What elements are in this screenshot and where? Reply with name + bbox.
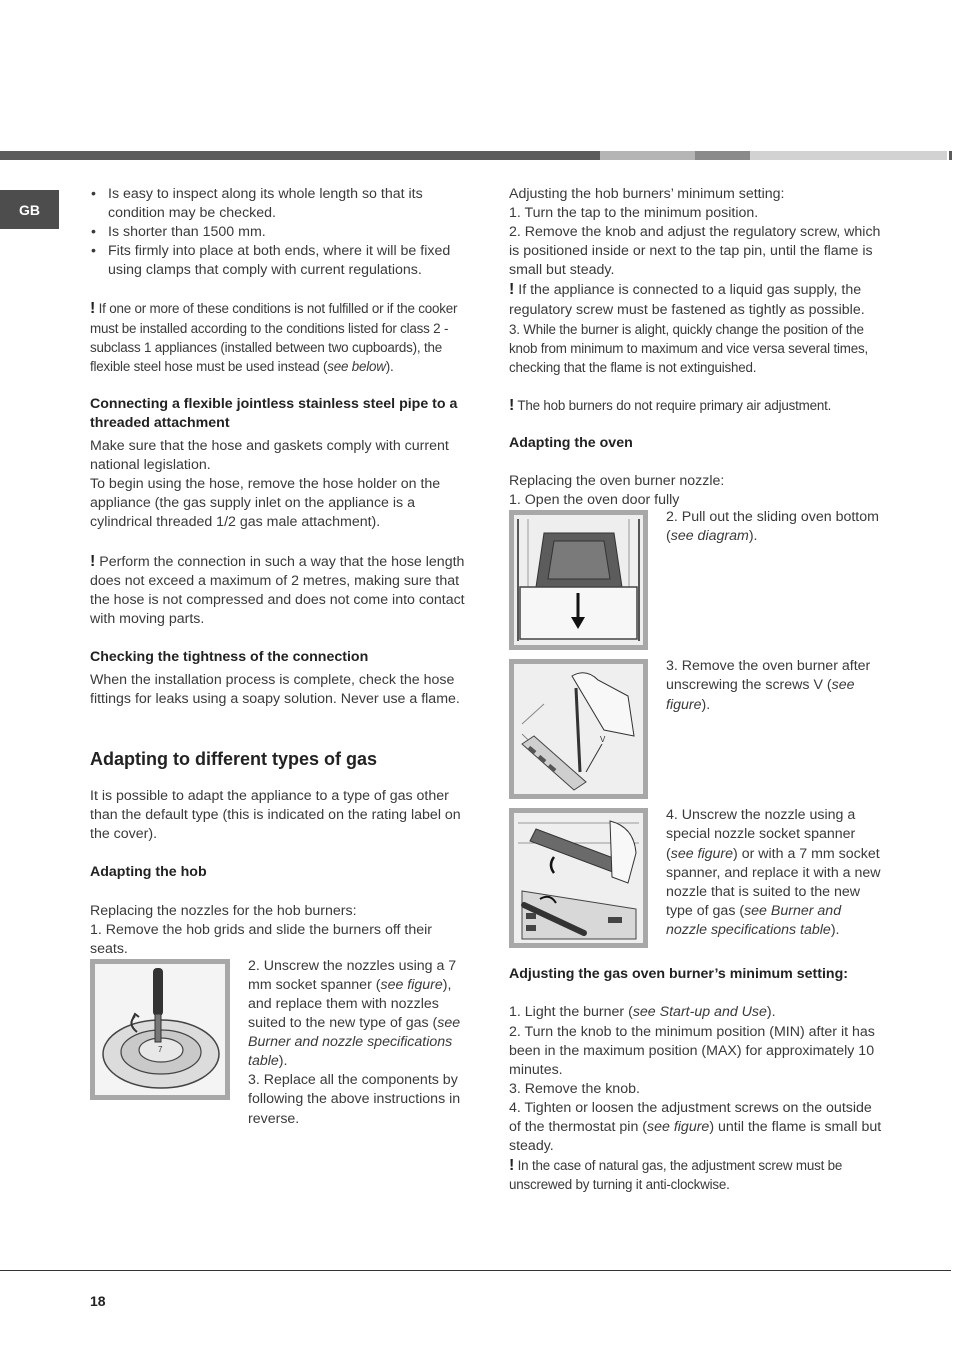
- oven-intro: Replacing the oven burner nozzle:: [509, 473, 725, 490]
- min-step-1: 1. Turn the tap to the minimum position.: [509, 205, 759, 222]
- oven-bottom-illustration: [514, 515, 643, 645]
- gas-oven-step-2: 2. Turn the knob to the minimum position (MIN) after it has been in the maximum position (MAX) for approximately 10 minutes.: [509, 1023, 875, 1078]
- list-item: • Is easy to inspect along its whole length so that its condition may be checked.: [90, 185, 468, 223]
- oven-burner-illustration: [514, 664, 643, 794]
- hob-nozzle-figure: [90, 959, 230, 1100]
- bar-segment-dark: [0, 151, 600, 160]
- hob-intro: Replacing the nozzles for the hob burners:: [90, 902, 357, 919]
- header-color-bar: [0, 151, 954, 160]
- oven-step-3: 3. Remove the oven burner after unscrewing the screws V (see figure).: [666, 658, 871, 713]
- gas-oven-warning: ! In the case of natural gas, the adjustment screw must be unscrewed by turning it anti-clockwise.: [509, 1157, 843, 1193]
- hob-step-2: 2. Unscrew the nozzles using a 7 mm socket spanner (see figure), and replace them with nozzles suited to the new type of gas (see Burner and nozzle specifications table).: [248, 957, 461, 1070]
- connect-heading: Connecting a flexible jointless stainless steel pipe to a threaded attachment: [90, 395, 458, 431]
- warning-hose-length: ! Perform the connection in such a way that the hose length does not exceed a maximum of 2 metres, making sure that the hose is not compressed and does not come into contact with moving parts.: [90, 552, 465, 627]
- gas-oven-step-3: 3. Remove the knob.: [509, 1080, 640, 1097]
- gas-oven-heading: Adjusting the gas oven burner’s minimum setting:: [509, 966, 848, 983]
- right-column: [509, 185, 885, 1194]
- oven-bottom-figure: [509, 510, 648, 650]
- bar-segment-end: [949, 151, 952, 160]
- oven-nozzle-figure: [509, 808, 648, 948]
- oven-step-1: 1. Open the oven door fully: [509, 492, 680, 509]
- list-item: • Is shorter than 1500 mm.: [90, 223, 468, 242]
- bar-segment-pale: [750, 151, 947, 160]
- min-intro: Adjusting the hob burners’ minimum setting:: [509, 186, 785, 202]
- oven-step-4: 4. Unscrew the nozzle using a special nozzle socket spanner (see figure) or with a 7 mm socket spanner, and replace it with a new nozzle that is suited to the new type of gas (see Burner and nozzle specifications table).: [666, 807, 881, 938]
- language-tab: GB: [0, 190, 59, 229]
- bar-segment-light: [600, 151, 695, 160]
- section-title: Adapting to different types of gas: [90, 749, 378, 770]
- list-item: • Fits firmly into place at both ends, where it will be fixed using clamps that comply with current regulations.: [90, 242, 468, 280]
- primary-air-note: ! The hob burners do not require primary air adjustment.: [509, 396, 832, 414]
- connect-paragraph-2: To begin using the hose, remove the hose holder on the appliance (the gas supply inlet on the appliance is a cylindrical threaded 1/2 gas male attachment).: [90, 476, 441, 531]
- oven-burner-figure: [509, 659, 648, 799]
- gas-oven-step-4: 4. Tighten or loosen the adjustment screws on the outside of the thermostat pin (see figure) until the flame is small but steady.: [509, 1099, 882, 1155]
- section-intro: It is possible to adapt the appliance to a type of gas other than the default type (this is indicated on the rating label on the cover).: [90, 788, 461, 843]
- oven-nozzle-illustration: [514, 813, 643, 943]
- connect-paragraph-1: Make sure that the hose and gaskets comply with current national legislation.: [90, 438, 449, 474]
- hose-requirements-list: [90, 185, 468, 280]
- footer-divider: [0, 1270, 951, 1271]
- min-warning: ! If the appliance is connected to a liquid gas supply, the regulatory screw must be fastened as tightly as possible.: [509, 281, 865, 318]
- hob-heading: Adapting the hob: [90, 864, 207, 881]
- page-number: 18: [90, 1293, 106, 1309]
- hob-nozzle-illustration: [95, 964, 225, 1095]
- gas-oven-step-1: 1. Light the burner (see Start-up and Use).: [509, 1004, 776, 1021]
- left-column: [90, 185, 468, 1129]
- screw-v-label: V: [600, 735, 606, 745]
- svg-text:7: 7: [158, 1044, 163, 1054]
- min-step-3: 3. While the burner is alight, quickly change the position of the knob from minimum to maximum and vice versa several times, checking that the flame is not extinguished.: [509, 321, 868, 375]
- hob-step-3: 3. Replace all the components by following the above instructions in reverse.: [248, 1072, 461, 1127]
- tightness-text: When the installation process is complete, check the hose fittings for leaks using a soapy solution. Never use a flame.: [90, 671, 460, 708]
- min-step-2: 2. Remove the knob and adjust the regulatory screw, which is positioned inside or next to the tap pin, until the flame is small but steady.: [509, 224, 881, 279]
- warning-conditions: ! If one or more of these conditions is not fulfilled or if the cooker must be installed according to the conditions listed for class 2 - subclass 1 appliances (installed between two cupboards), the flexible steel hose must be used instead (see below).: [90, 300, 458, 374]
- oven-heading: Adapting the oven: [509, 435, 633, 452]
- hob-step-1: 1. Remove the hob grids and slide the burners off their seats.: [90, 921, 433, 957]
- bar-segment-mid: [695, 151, 750, 160]
- oven-step-2: 2. Pull out the sliding oven bottom (see diagram).: [666, 509, 879, 545]
- tightness-heading: Checking the tightness of the connection: [90, 648, 369, 665]
